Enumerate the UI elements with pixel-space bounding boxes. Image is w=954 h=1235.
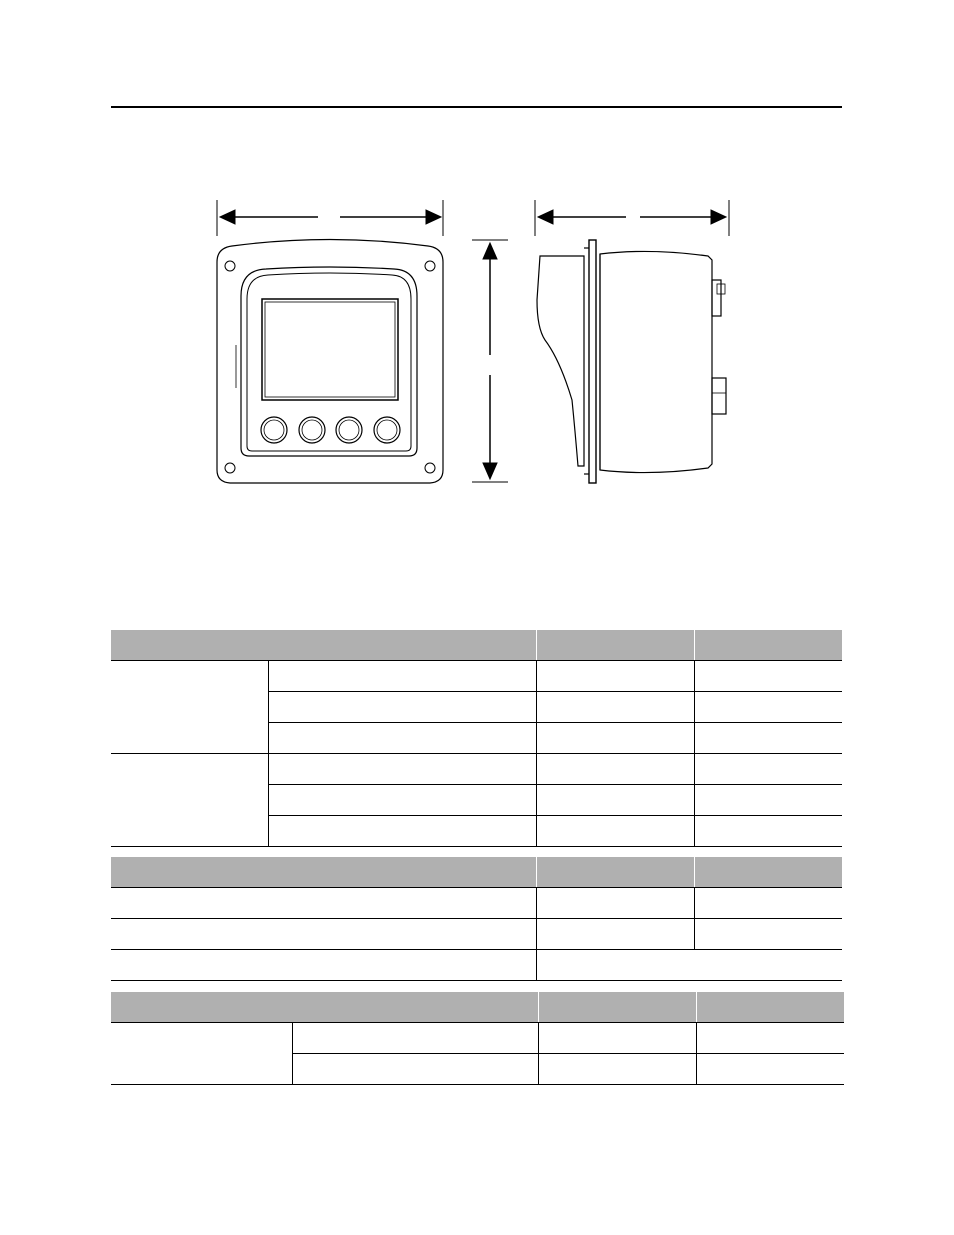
group-label bbox=[111, 661, 268, 754]
front-view bbox=[217, 240, 443, 484]
header-cell bbox=[538, 992, 696, 1023]
table-cell bbox=[536, 888, 694, 919]
table-cell bbox=[268, 661, 536, 692]
table-cell bbox=[536, 785, 694, 816]
electrical-table bbox=[111, 992, 844, 1085]
table-cell-merged bbox=[536, 950, 842, 981]
header-cell bbox=[694, 630, 842, 661]
table-cell bbox=[111, 888, 536, 919]
table-cell bbox=[536, 661, 694, 692]
table-cell bbox=[536, 692, 694, 723]
dimensions-table bbox=[111, 630, 842, 847]
height-dimension bbox=[472, 240, 508, 482]
table-cell bbox=[268, 785, 536, 816]
table-cell bbox=[292, 1054, 538, 1085]
table-cell bbox=[268, 816, 536, 847]
table-cell bbox=[538, 1054, 696, 1085]
header-cell bbox=[696, 992, 844, 1023]
header-cell bbox=[694, 857, 842, 888]
table-cell bbox=[538, 1023, 696, 1054]
table-header-row bbox=[111, 992, 844, 1023]
header-cell bbox=[111, 992, 538, 1023]
header-cell bbox=[111, 857, 536, 888]
table-cell bbox=[536, 723, 694, 754]
table-row bbox=[111, 754, 842, 785]
table-cell bbox=[694, 888, 842, 919]
header-cell bbox=[536, 857, 694, 888]
table-row bbox=[111, 1023, 844, 1054]
group-label bbox=[111, 1023, 292, 1085]
table-cell bbox=[111, 950, 536, 981]
front-width-dimension bbox=[217, 200, 443, 236]
table-cell bbox=[694, 661, 842, 692]
table-row bbox=[111, 950, 842, 981]
table-cell bbox=[536, 816, 694, 847]
table-row bbox=[111, 661, 842, 692]
table-cell bbox=[696, 1023, 844, 1054]
environment-table bbox=[111, 857, 842, 981]
side-view bbox=[537, 240, 726, 483]
table-header-row bbox=[111, 630, 842, 661]
header-cell bbox=[111, 630, 536, 661]
table-row bbox=[111, 888, 842, 919]
table-cell bbox=[694, 816, 842, 847]
table-cell bbox=[536, 754, 694, 785]
table-cell bbox=[268, 692, 536, 723]
table-row bbox=[111, 919, 842, 950]
table-cell bbox=[694, 723, 842, 754]
table-cell bbox=[694, 754, 842, 785]
table-cell bbox=[694, 919, 842, 950]
header-cell bbox=[536, 630, 694, 661]
table-cell bbox=[696, 1054, 844, 1085]
table-cell bbox=[111, 919, 536, 950]
table-cell bbox=[536, 919, 694, 950]
table-header-row bbox=[111, 857, 842, 888]
group-label bbox=[111, 754, 268, 847]
table-cell bbox=[694, 692, 842, 723]
side-depth-dimension bbox=[535, 200, 729, 236]
table-cell bbox=[292, 1023, 538, 1054]
table-cell bbox=[268, 754, 536, 785]
table-cell bbox=[694, 785, 842, 816]
table-cell bbox=[268, 723, 536, 754]
